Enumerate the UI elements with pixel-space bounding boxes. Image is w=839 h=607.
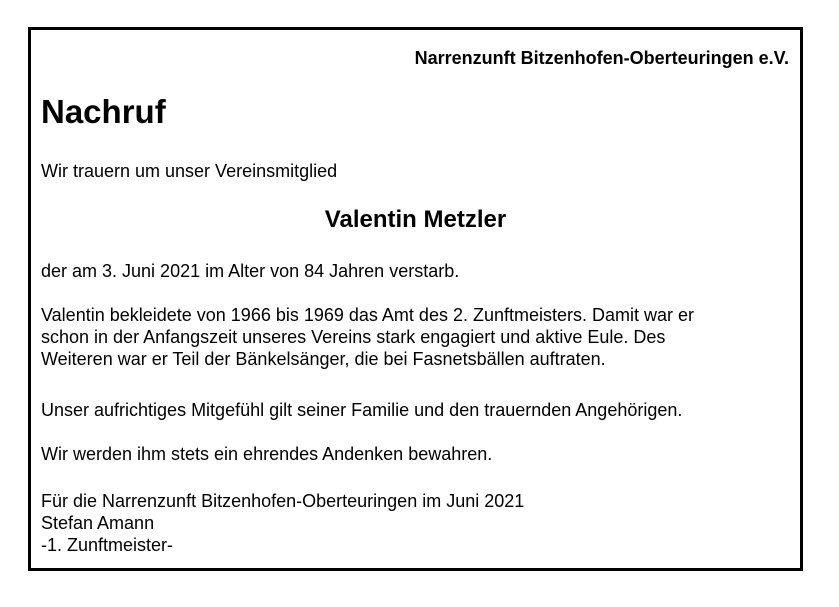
signature-name: Stefan Amann <box>41 513 155 533</box>
death-line: der am 3. Juni 2021 im Alter von 84 Jahren verstarb. <box>41 261 460 281</box>
signature-block <box>41 490 524 556</box>
tribute-paragraph <box>41 304 694 370</box>
obituary-title: Nachruf <box>41 93 166 130</box>
signature-role: -1. Zunftmeister- <box>41 535 174 555</box>
signature-line: Für die Narrenzunft Bitzenhofen-Oberteuringen im Juni 2021 <box>41 491 525 511</box>
condolence-text: Unser aufrichtiges Mitgefühl gilt seiner Familie und den trauernden Angehörigen. <box>41 400 683 420</box>
obituary-frame <box>28 27 803 571</box>
deceased-name: Valentin Metzler <box>324 206 507 233</box>
remembrance-text: Wir werden ihm stets ein ehrendes Andenken bewahren. <box>41 444 493 464</box>
paragraph-line: Weiteren war er Teil der Bänkelsänger, die bei Fasnetsbällen auftraten. <box>41 349 606 369</box>
paragraph-line: Valentin bekleidete von 1966 bis 1969 das Amt des 2. Zunftmeisters. Damit war er <box>41 305 695 325</box>
intro-text: Wir trauern um unser Vereinsmitglied <box>41 161 338 181</box>
organization-name: Narrenzunft Bitzenhofen-Oberteuringen e.V. <box>414 48 789 68</box>
paragraph-line: schon in der Anfangszeit unseres Vereins stark engagiert und aktive Eule. Des <box>41 327 666 347</box>
